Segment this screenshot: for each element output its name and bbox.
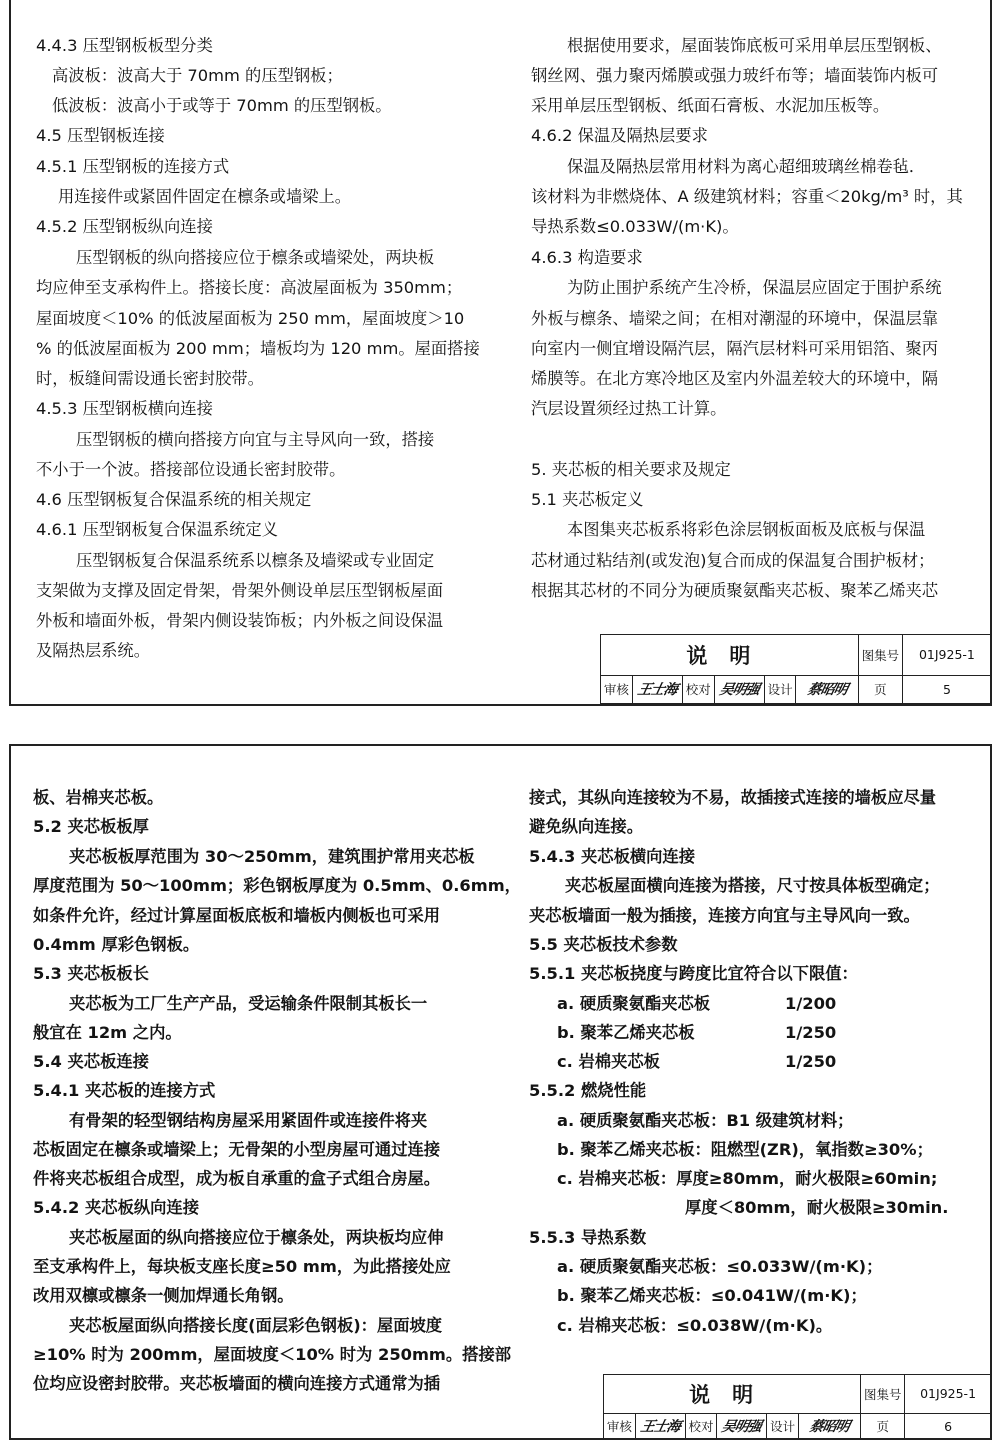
text-line: 钢丝网、强力聚丙烯膜或强力玻纤布等；墙面装饰内板可 [531, 66, 939, 85]
text-line: 夹芯板板厚范围为 30～250mm，建筑围护常用夹芯板 [69, 847, 475, 866]
page-label: 页 [858, 675, 902, 703]
heading-5-4: 5.4 夹芯板连接 [33, 1052, 149, 1071]
text-line: 厚度范围为 50～100mm；彩色钢板厚度为 0.5mm、0.6mm， [33, 876, 521, 895]
page-number: 6 [905, 1413, 992, 1439]
heading-5-3: 5.3 夹芯板板长 [33, 964, 149, 983]
text-line: 屋面坡度＜10% 的低波屋面板为 250 mm，屋面坡度＞10 [36, 309, 465, 328]
list-item: a. 硬质聚氨酯夹芯板 [557, 994, 711, 1013]
text-line: 根据其芯材的不同分为硬质聚氨酯夹芯板、聚苯乙烯夹芯 [531, 581, 939, 600]
heading-5-4-3: 5.4.3 夹芯板横向连接 [529, 847, 695, 866]
text-line: 该材料为非燃烧体、A 级建筑材料；容重＜20kg/m³ 时，其 [531, 187, 963, 206]
heading-4-4-3: 4.4.3 压型钢板板型分类 [36, 36, 213, 55]
text-line: 芯板固定在檩条或墙梁上；无骨架的小型房屋可通过连接 [33, 1140, 441, 1159]
heading-5-1: 5.1 夹芯板定义 [531, 490, 644, 509]
list-item: c. 岩棉夹芯板：厚度≥80mm，耐火极限≥60min; [557, 1169, 938, 1188]
text-line: 夹芯板屋面纵向搭接长度(面层彩色钢板)：屋面坡度 [69, 1316, 443, 1335]
text-line: 及隔热层系统。 [36, 641, 150, 660]
text-line: 夹芯板屋面的纵向搭接应位于檩条处，两块板均应伸 [69, 1228, 444, 1247]
text-line: 根据使用要求，屋面装饰底板可采用单层压型钢板、 [567, 36, 942, 55]
heading-5-2: 5.2 夹芯板板厚 [33, 817, 149, 836]
text-line: % 的低波屋面板为 200 mm；墙板均为 120 mm。屋面搭接 [36, 339, 480, 358]
list-item: a. 硬质聚氨酯夹芯板：≤0.033W/(m·K)； [557, 1257, 883, 1276]
list-item-continuation: 厚度＜80mm，耐火极限≥30min. [685, 1198, 949, 1217]
text-line: 支架做为支撑及固定骨架，骨架外侧设单层压型钢板屋面 [36, 581, 444, 600]
check-signature: 吴明强 [714, 675, 764, 703]
text-line: 为防止围护系统产生冷桥，保温层应固定于围护系统 [567, 278, 942, 297]
text-line: 夹芯板屋面横向连接为搭接，尺寸按具体板型确定； [565, 876, 940, 895]
text-line: 采用单层压型钢板、纸面石膏板、水泥加压板等。 [531, 96, 890, 115]
text-line: 件将夹芯板组合成型，成为板自承重的盒子式组合房屋。 [33, 1169, 441, 1188]
text-line: 用连接件或紧固件固定在檩条或墙梁上。 [58, 187, 352, 206]
text-line: 压型钢板复合保温系统系以檩条及墙梁或专业固定 [76, 551, 435, 570]
heading-5-4-2: 5.4.2 夹芯板纵向连接 [33, 1198, 199, 1217]
text-line: 般宜在 12m 之内。 [33, 1023, 182, 1042]
text-line: 烯膜等。在北方寒冷地区及室内外温差较大的环境中，隔 [531, 369, 939, 388]
atlas-number: 01J925-1 [902, 635, 991, 676]
ratio-value: 1/250 [785, 1052, 837, 1071]
ratio-value: 1/200 [785, 994, 837, 1013]
text-line: 均应伸至支承构件上。搭接长度：高波屋面板为 350mm； [36, 278, 463, 297]
text-line: 低波板：波高小于或等于 70mm 的压型钢板。 [52, 96, 392, 115]
check-label: 校对 [685, 1413, 717, 1439]
text-line: 向室内一侧宜增设隔汽层，隔汽层材料可采用铝箔、聚丙 [531, 339, 939, 358]
title-block [603, 1374, 992, 1440]
text-line: 汽层设置须经过热工计算。 [531, 399, 727, 418]
review-signature: 王士海 [632, 675, 682, 703]
text-line: 压型钢板的横向搭接方向宜与主导风向一致，搭接 [76, 430, 435, 449]
text-line: 有骨架的轻型钢结构房屋采用紧固件或连接件将夹 [69, 1111, 428, 1130]
review-label: 审核 [604, 1413, 636, 1439]
text-line: 芯材通过粘结剂(或发泡)复合而成的保温复合围护板材； [531, 551, 935, 570]
text-line: 外板和墙面外板，骨架内侧设装饰板；内外板之间设保温 [36, 611, 444, 630]
text-line: 高波板：波高大于 70mm 的压型钢板； [52, 66, 343, 85]
text-line: 避免纵向连接。 [529, 817, 643, 836]
text-line: 改用双檩或檩条一侧加焊通长角钢。 [33, 1286, 294, 1305]
list-item: c. 岩棉夹芯板：≤0.038W/(m·K)。 [557, 1316, 833, 1335]
text-line: 时，板缝间需设通长密封胶带。 [36, 369, 264, 388]
text-line: 位均应设密封胶带。夹芯板墙面的横向连接方式通常为插 [33, 1374, 441, 1393]
text-line: 至支承构件上，每块板支座长度≥50 mm，为此搭接处应 [33, 1257, 451, 1276]
text-line: 夹芯板为工厂生产产品，受运输条件限制其板长一 [69, 994, 428, 1013]
check-signature: 吴明强 [717, 1413, 767, 1439]
text-line: 如条件允许，经过计算屋面板底板和墙板内侧板也可采用 [33, 906, 441, 925]
list-item: b. 聚苯乙烯夹芯板 [557, 1023, 695, 1042]
heading-4-5-2: 4.5.2 压型钢板纵向连接 [36, 217, 213, 236]
heading-4-5: 4.5 压型钢板连接 [36, 126, 165, 145]
text-line: 接式，其纵向连接较为不易，故插接式连接的墙板应尽量 [529, 788, 937, 807]
page-label: 页 [861, 1413, 905, 1439]
text-line: 压型钢板的纵向搭接应位于檩条或墙梁处，两块板 [76, 248, 435, 267]
heading-5-4-1: 5.4.1 夹芯板的连接方式 [33, 1081, 216, 1100]
document-page-5 [9, 0, 992, 706]
heading-5-5: 5.5 夹芯板技术参数 [529, 935, 678, 954]
text-line: 板、岩棉夹芯板。 [33, 788, 164, 807]
title-cell: 说明 [601, 635, 859, 676]
heading-4-6-2: 4.6.2 保温及隔热层要求 [531, 126, 708, 145]
design-label: 设计 [767, 1413, 799, 1439]
heading-5-5-1: 5.5.1 夹芯板挠度与跨度比宜符合以下限值： [529, 964, 858, 983]
design-signature: 蔡昭明 [798, 1413, 860, 1439]
check-label: 校对 [682, 675, 714, 703]
ratio-value: 1/250 [785, 1023, 837, 1042]
list-item: a. 硬质聚氨酯夹芯板：B1 级建筑材料； [557, 1111, 854, 1130]
text-line: 本图集夹芯板系将彩色涂层钢板面板及底板与保温 [567, 520, 926, 539]
review-label: 审核 [601, 675, 633, 703]
heading-4-5-1: 4.5.1 压型钢板的连接方式 [36, 157, 230, 176]
text-line: 0.4mm 厚彩色钢板。 [33, 935, 200, 954]
list-item: b. 聚苯乙烯夹芯板：阻燃型(ZR)，氧指数≥30%； [557, 1140, 933, 1159]
text-line: 不小于一个波。搭接部位设通长密封胶带。 [36, 460, 346, 479]
document-page-6 [9, 744, 992, 1440]
heading-4-6-1: 4.6.1 压型钢板复合保温系统定义 [36, 520, 278, 539]
atlas-label: 图集号 [861, 1375, 905, 1414]
page-number: 5 [902, 675, 991, 703]
heading-5-5-2: 5.5.2 燃烧性能 [529, 1081, 647, 1100]
heading-4-5-3: 4.5.3 压型钢板横向连接 [36, 399, 213, 418]
atlas-number: 01J925-1 [905, 1375, 992, 1414]
list-item: b. 聚苯乙烯夹芯板：≤0.041W/(m·K)； [557, 1286, 867, 1305]
design-signature: 蔡昭明 [796, 675, 858, 703]
design-label: 设计 [764, 675, 796, 703]
heading-4-6-3: 4.6.3 构造要求 [531, 248, 643, 267]
heading-4-6: 4.6 压型钢板复合保温系统的相关规定 [36, 490, 312, 509]
text-line: 夹芯板墙面一般为插接，连接方向宜与主导风向一致。 [529, 906, 920, 925]
text-line: 外板与檩条、墙梁之间；在相对潮湿的环境中，保温层靠 [531, 309, 939, 328]
heading-5-5-3: 5.5.3 导热系数 [529, 1228, 647, 1247]
title-cell: 说明 [604, 1375, 861, 1414]
review-signature: 王士海 [635, 1413, 685, 1439]
text-line: 保温及隔热层常用材料为离心超细玻璃丝棉卷毡． [567, 157, 926, 176]
text-line: 导热系数≤0.033W/(m·K)。 [531, 217, 739, 236]
text-line: ≥10% 时为 200mm，屋面坡度＜10% 时为 250mm。搭接部 [33, 1345, 512, 1364]
heading-5: 5. 夹芯板的相关要求及规定 [531, 460, 731, 479]
list-item: c. 岩棉夹芯板 [557, 1052, 660, 1071]
title-block [600, 634, 992, 704]
atlas-label: 图集号 [858, 635, 902, 676]
